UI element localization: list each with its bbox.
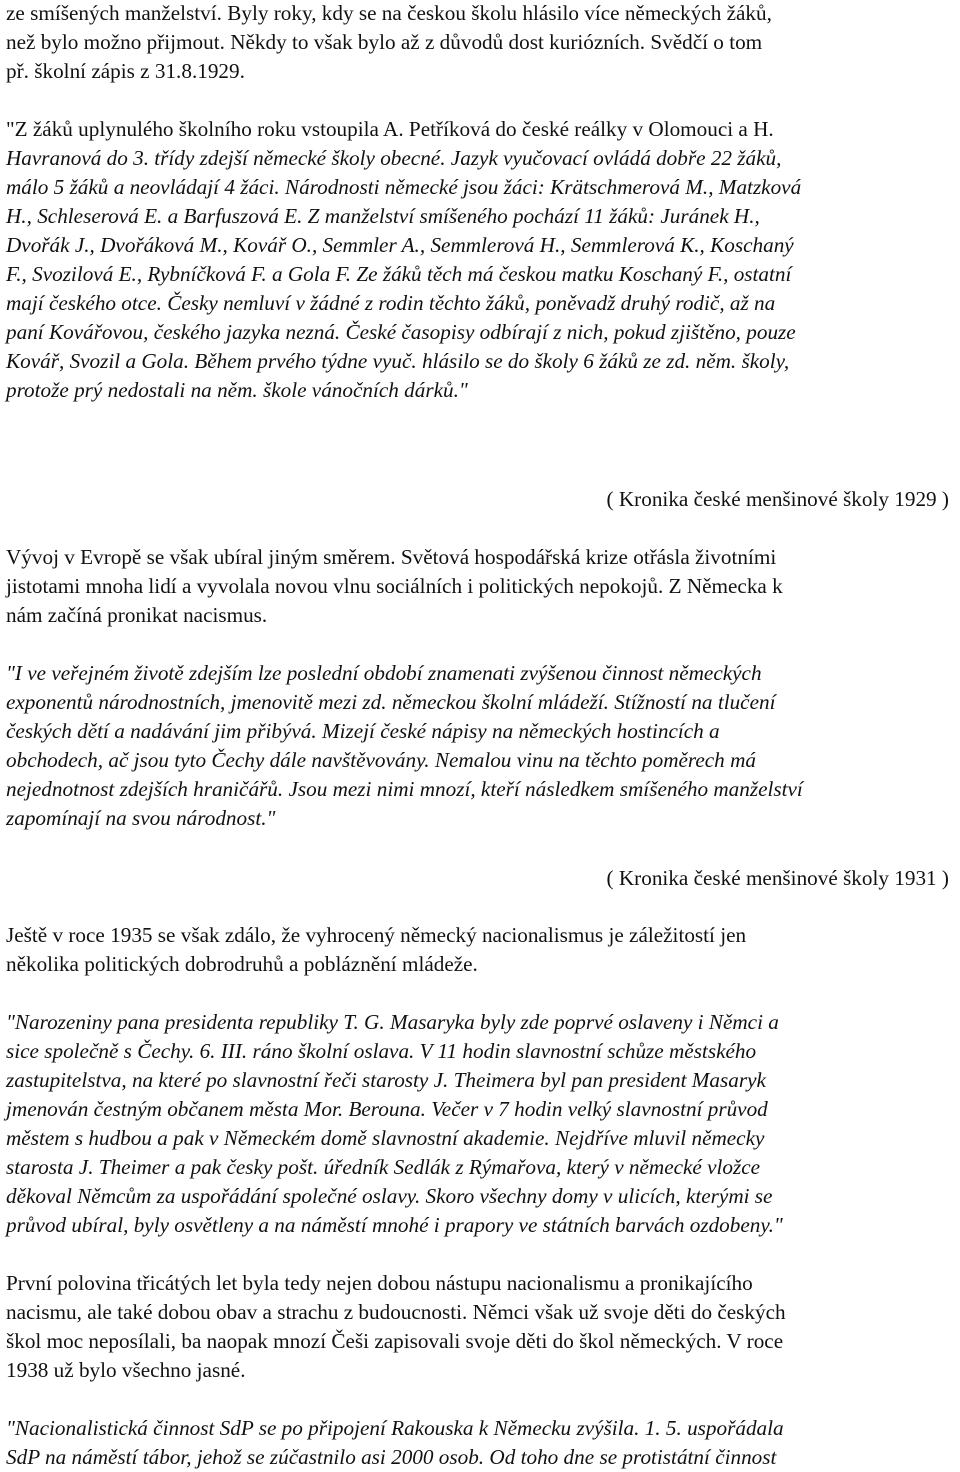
masaryk-birthday-quote: "Narozeniny pana presidenta republiky T. G. Masaryka byly zde poprvé oslaveny i Němci a sice společně s Čechy. 6. III. ráno školní oslava. V 11 hodin slavnostní schůze městského zastupitelstva, na které po slavnostní řeči starosty J. Theimera byl pan president Masaryk jmenován čestným občanem města Mor. Berouna. Večer v 7 hodin velký slavnostní průvod městem s hudbou a pak v Německém domě slavnostní akademie. Nejdříve mluvil německy starosta J. Theimer a pak česky pošt. úředník Sedlák z Rýmařova, který v německé vložce děkoval Němcům za uspořádání společné oslavy. Skoro všechny domy v ulicích, kterými se průvod ubíral, byly osvětleny a na náměstí mnohé i prapory ve státních barvách ozdobeny." [6,1010,783,1237]
quote-opening: "Z žáků uplynulého školního roku vstoupila A. Petříková do české reálky v Olomouci a H. [6,117,774,141]
sdp-activity-quote: "Nacionalistická činnost SdP se po připojení Rakouska k Německu zvýšila. 1. 5. uspořádala SdP na náměstí tábor, jehož se zúčastnilo asi 2000 osob. Od toho dne se protistátní činnost [6,1416,784,1469]
source-citation-1931: ( Kronika české menšinové školy 1931 ) [606,866,949,890]
quote-italic-body: Havranová do 3. třídy zdejší německé školy obecné. Jazyk vyučovací ovládá dobře 22 žáků, málo 5 žáků a neovládají 4 žáci. Národnosti německé jsou žáci: Krätschmerová M., Matzková H., Schleserová E. a Barfuszová E. Z manželství smíšeného pochází 11 žáků: Juránek H., Dvořák J., Dvořáková M., Kovář O., Semmler A., Semmlerová H., Semmlerová K., Koschaný F., Svozilová E., Rybníčková F. a Gola F. Ze žáků těch má českou matku Koschaný F., ostatní mají českého otce. Česky nemluví v žádné z rodin těchto žáků, poněvadž druhý rodič, až na paní Kovářovou, českého jazyka nezná. České časopisy odbírají z nich, pokud zjištěno, pouze Kovář, Svozil a Gola. Během prvého týdne vyuč. hlásilo se do školy 6 žáků ze zd. něm. školy, protože prý nedostali na něm. škole vánočních dárků." [6,146,802,402]
thirties-paragraph: První polovina třicátých let byla tedy nejen dobou nástupu nacionalismu a pronikajícího nacismu, ale také dobou obav a strachu z budoucnosti. Němci však už svoje děti do českých škol moc neposílali, ba naopak mnozí Češi zapisovali svoje děti do škol německých. V roce 1938 už bylo všechno jasné. [6,1271,786,1382]
school-register-quote [6,115,956,405]
source-citation-1929: ( Kronika české menšinové školy 1929 ) [606,487,949,511]
intro-paragraph: ze smíšených manželství. Byly roky, kdy se na českou školu hlásilo více německých žáků, než bylo možno přijmout. Někdy to však bylo až z důvodů dost kuriózních. Svědčí o tom př. školní zápis z 31.8.1929. [6,1,772,83]
nationalism-paragraph: Ještě v roce 1935 se však zdálo, že vyhrocený německý nacionalismus je záležitostí jen několika politických dobrodruhů a pobláznění mládeže. [6,923,747,976]
europe-paragraph: Vývoj v Evropě se však ubíral jiným směrem. Světová hospodářská krize otřásla životními jistotami mnoha lidí a vyvolala novou vlnu sociálních i politických nepokojů. Z Německa k nám začíná pronikat nacismus. [6,545,783,627]
chronicle-quote-1931: "I ve veřejném životě zdejším lze poslední období znamenati zvýšenou činnost německých exponentů národnostních, jmenovitě mezi zd. německou školní mládeží. Stížností na tlučení českých dětí a nadávání jim přibývá. Mizejí české nápisy na německých hostincích a obchodech, ač jsou tyto Čechy dále navštěvovány. Nemalou vinu na těchto poměrech má nejednotnost zdejších hraničářů. Jsou mezi nimi mnozí, kteří následkem smíšeného manželství zapomínají na svou národnost." [6,661,803,830]
document-page [6,0,956,1472]
